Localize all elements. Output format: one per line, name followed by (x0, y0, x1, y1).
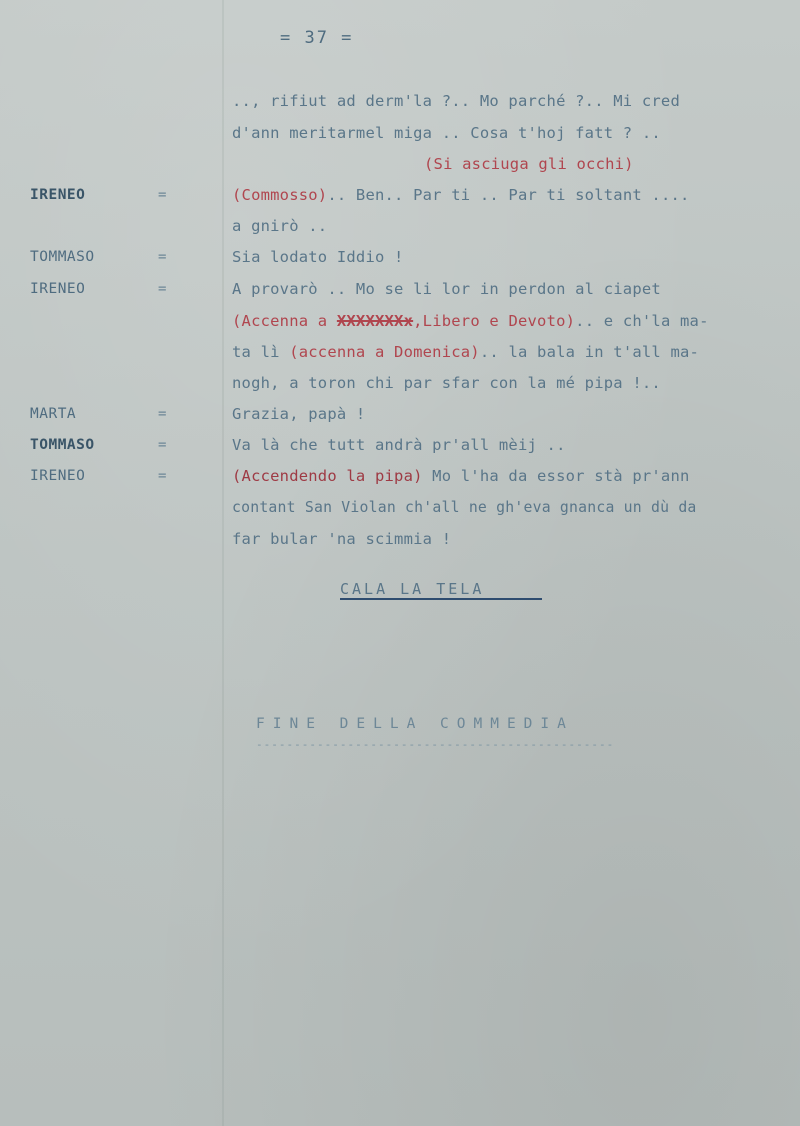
end-of-play-underline: ----------------------------------------------- (256, 738, 615, 751)
dialogue-line: Sia lodato Iddio ! (232, 248, 404, 266)
speaker-name: MARTA (30, 406, 77, 422)
speaker-separator: = (158, 281, 167, 297)
curtain-falls: CALA LA TELA (340, 580, 485, 598)
dialogue-text: ta lì (232, 343, 290, 361)
speaker-name: TOMMASO (30, 249, 95, 265)
stage-direction: (Commosso) (232, 186, 328, 204)
dialogue-text: Mo l'ha da essor stà pr'ann (422, 467, 690, 485)
speaker-name: IRENEO (30, 281, 86, 297)
dialogue-text: .. e ch'la ma- (575, 312, 709, 330)
dialogue-line: far bular 'na scimmia ! (232, 530, 452, 548)
speaker-separator: = (158, 437, 167, 453)
stage-direction: (Accenna a (232, 312, 337, 330)
dialogue-line: .., rifiut ad derm'la ?.. Mo parché ?.. Mi cred (232, 92, 680, 110)
dialogue-line: d'ann meritarmel miga .. Cosa t'hoj fatt ? .. (232, 124, 661, 142)
speaker-name: TOMMASO (30, 437, 95, 453)
dialogue-line: A provarò .. Mo se li lor in perdon al ciapet (232, 280, 661, 298)
dialogue-line (232, 467, 690, 485)
dialogue-line (232, 186, 690, 204)
dialogue-line (232, 312, 709, 330)
dialogue-line: Va là che tutt andrà pr'all mèij .. (232, 436, 566, 454)
curtain-underline (340, 598, 542, 600)
speaker-name: IRENEO (30, 187, 86, 203)
end-of-play: FINE DELLA COMMEDIA (256, 716, 574, 732)
struck-out-text: XXXXXXXx (336, 312, 414, 330)
speaker-separator: = (158, 406, 167, 422)
stage-direction: ,Libero e Devoto) (413, 312, 576, 330)
dialogue-line: a gnirò .. (232, 217, 328, 235)
speaker-separator: = (158, 468, 167, 484)
dialogue-line: contant San Violan ch'all ne gh'eva gnanca un dù da (232, 499, 697, 516)
dialogue-line: Grazia, papà ! (232, 405, 366, 423)
dialogue-line (232, 343, 699, 361)
dialogue-text: .. Ben.. Par ti .. Par ti soltant .... (327, 186, 690, 204)
page-number: = 37 = (280, 28, 354, 48)
stage-direction: (accenna a Domenica) (289, 343, 480, 361)
page-fold-crease (222, 0, 224, 1126)
dialogue-text: .. la bala in t'all ma- (479, 343, 700, 361)
dialogue-line: nogh, a toron chi par sfar con la mé pipa !.. (232, 374, 661, 392)
speaker-separator: = (158, 187, 167, 203)
stage-direction: (Accendendo la pipa) (232, 467, 423, 485)
stage-direction: (Si asciuga gli occhi) (424, 155, 634, 173)
speaker-separator: = (158, 249, 167, 265)
speaker-name: IRENEO (30, 468, 86, 484)
